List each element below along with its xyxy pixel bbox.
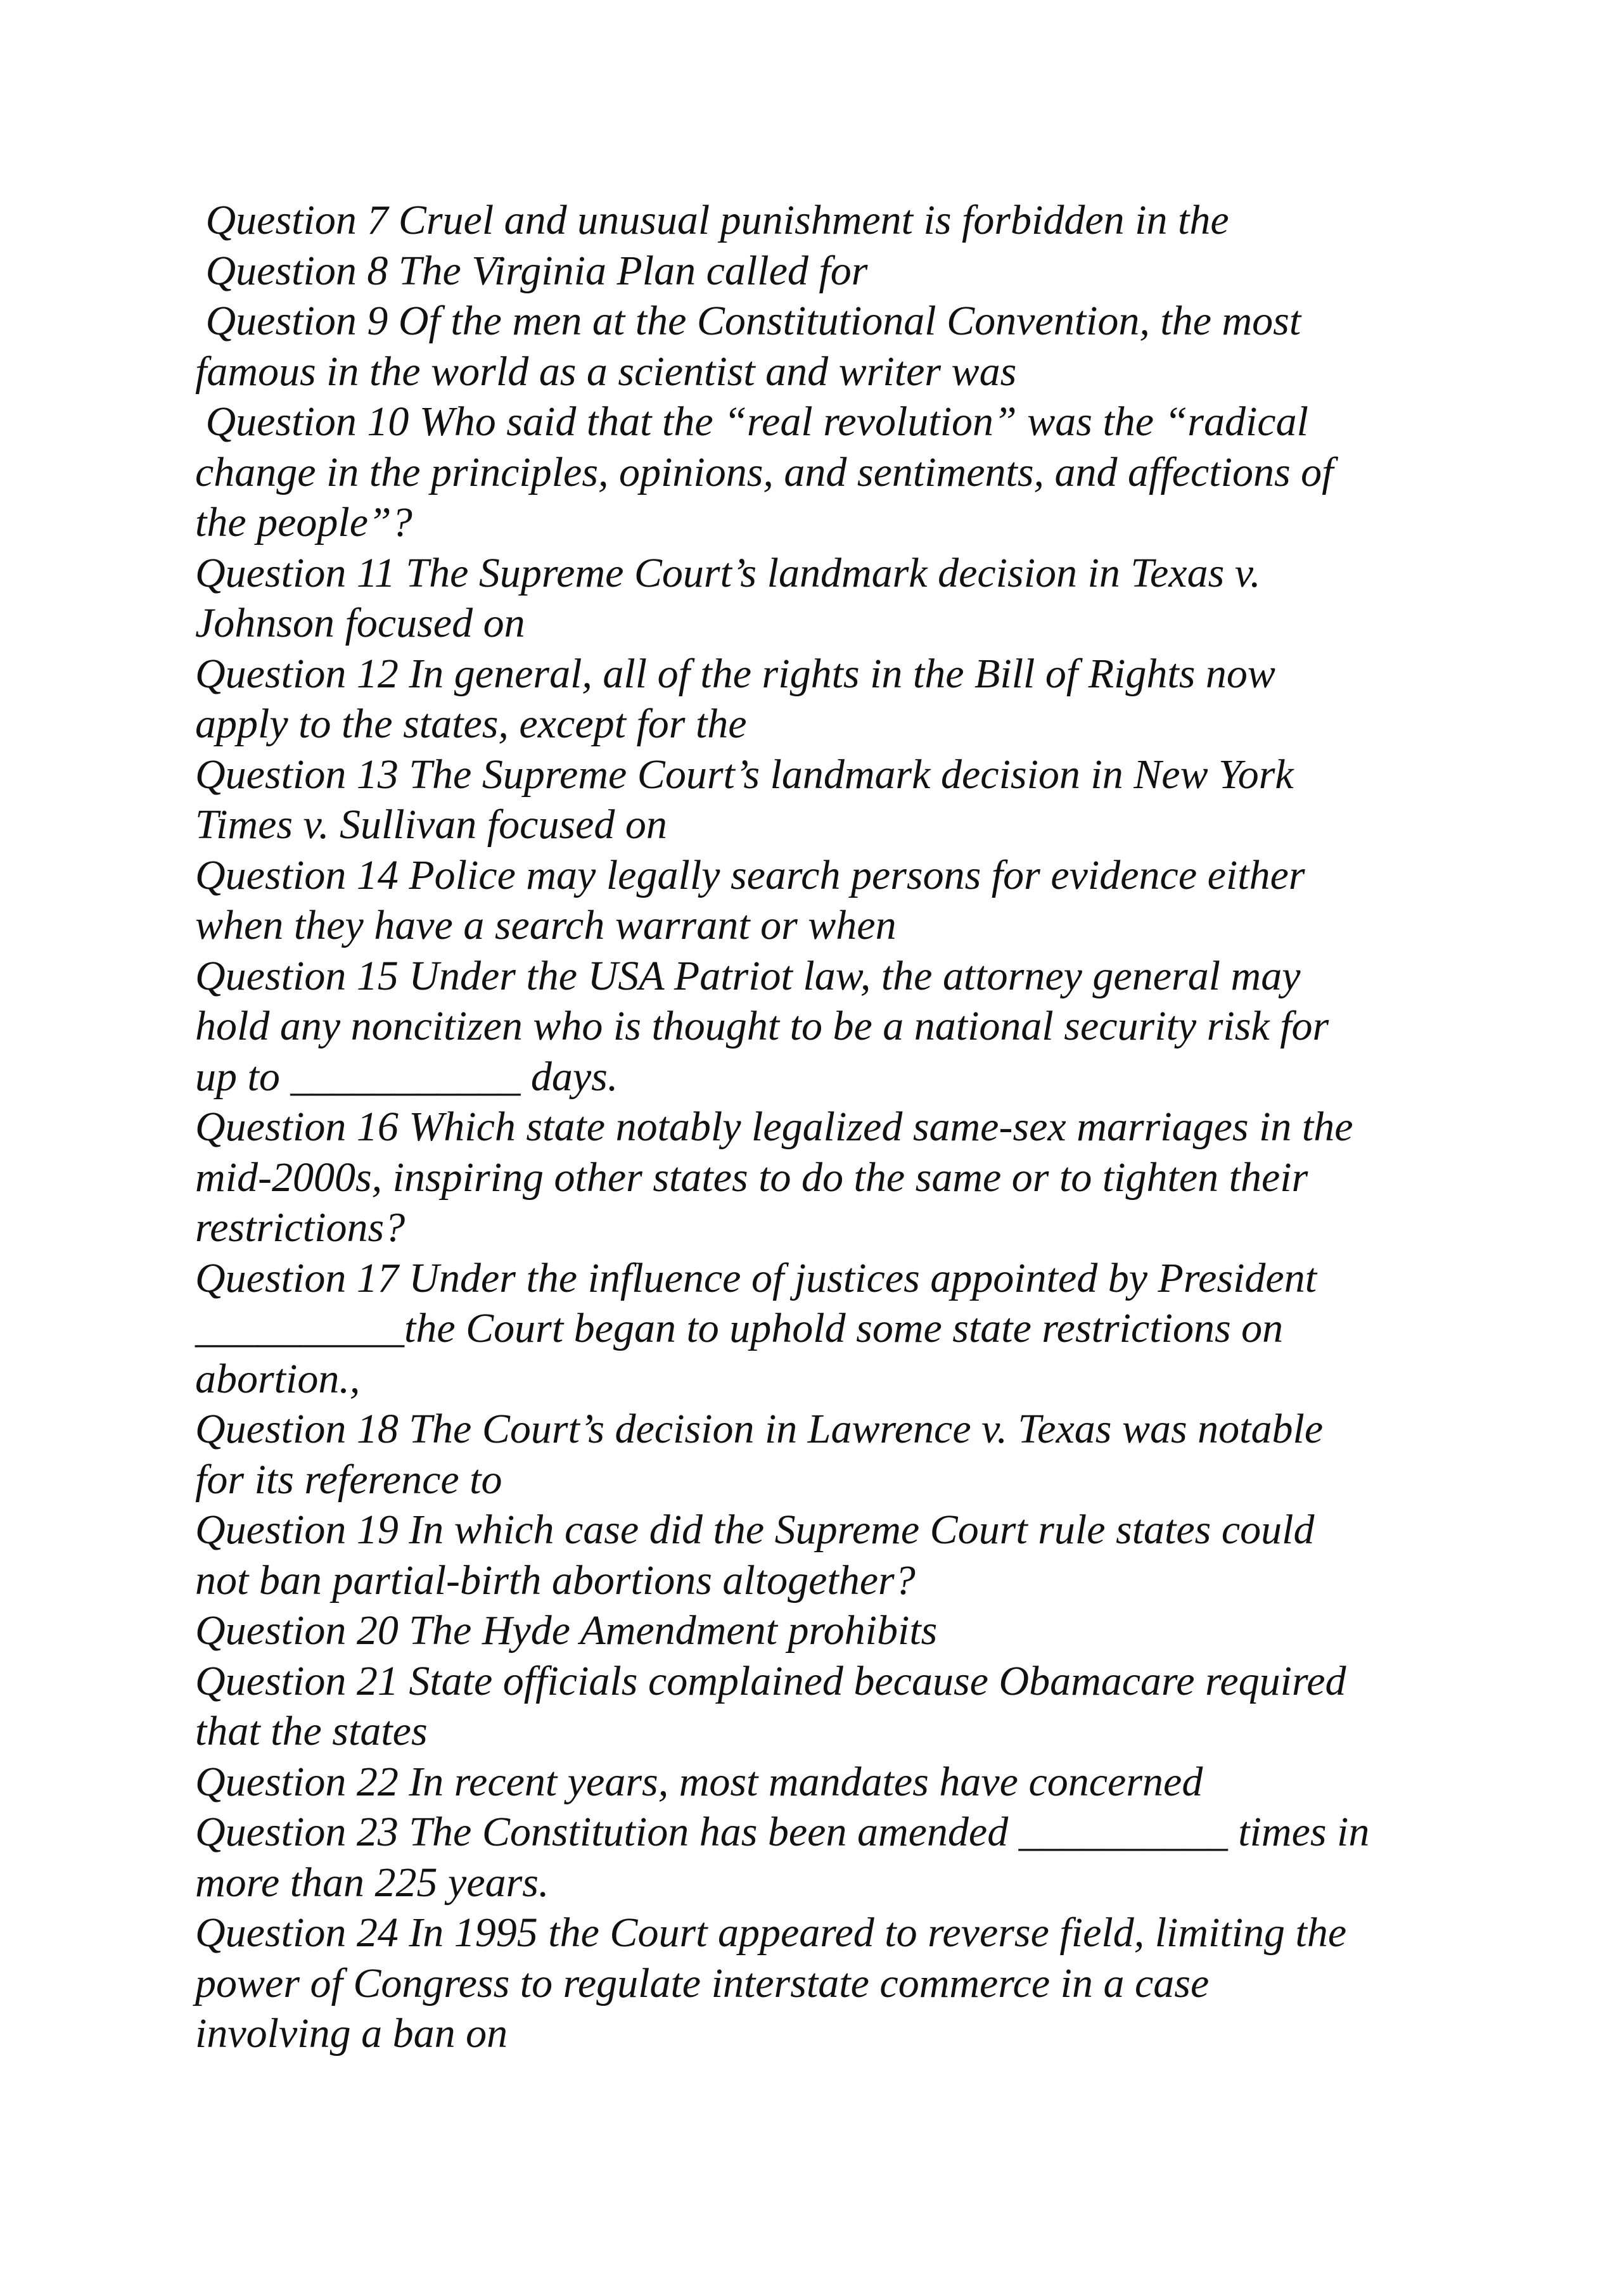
- text-line: Question 10 Who said that the “real revolution” was the “radical: [195, 399, 1308, 445]
- text-line: when they have a search warrant or when: [195, 902, 897, 948]
- text-line: not ban partial-birth abortions altogether?: [195, 1557, 916, 1604]
- text-line: up to ___________ days.: [195, 1053, 618, 1100]
- text-line: Times v. Sullivan focused on: [195, 801, 667, 848]
- text-line: Question 23 The Constitution has been amended __________ times in: [195, 1809, 1370, 1855]
- text-line: for its reference to: [195, 1456, 502, 1503]
- text-line: Question 18 The Court’s decision in Lawrence v. Texas was notable: [195, 1406, 1324, 1452]
- text-line: Question 16 Which state notably legalized same-sex marriages in the: [195, 1104, 1353, 1150]
- text-line: Question 19 In which case did the Supreme Court rule states could: [195, 1507, 1315, 1553]
- text-line: Question 14 Police may legally search persons for evidence either: [195, 851, 1305, 898]
- text-line: involving a ban on: [195, 2010, 508, 2057]
- text-line: Question 13 The Supreme Court’s landmark decision in New York: [195, 751, 1294, 798]
- text-line: Question 7 Cruel and unusual punishment is forbidden in the: [195, 197, 1229, 243]
- text-line: mid-2000s, inspiring other states to do the same or to tighten their: [195, 1154, 1308, 1201]
- text-line: Question 17 Under the influence of justices appointed by President: [195, 1254, 1317, 1301]
- text-line: Question 12 In general, all of the rights in the Bill of Rights now: [195, 650, 1275, 697]
- text-line: change in the principles, opinions, and sentiments, and affections of: [195, 449, 1334, 495]
- question-list: [195, 195, 1462, 2059]
- text-line: Question 22 In recent years, most mandates have concerned: [195, 1758, 1203, 1805]
- text-line: hold any noncitizen who is thought to be a national security risk for: [195, 1003, 1329, 1049]
- text-line: apply to the states, except for the: [195, 701, 747, 747]
- text-line: Question 9 Of the men at the Constitutional Convention, the most: [195, 298, 1301, 344]
- text-line: __________the Court began to uphold some state restrictions on: [195, 1305, 1284, 1351]
- text-line: famous in the world as a scientist and writer was: [195, 348, 1017, 395]
- text-line: power of Congress to regulate interstate commerce in a case: [195, 1960, 1210, 2006]
- text-line: abortion.,: [195, 1355, 361, 1402]
- text-line: that the states: [195, 1708, 428, 1754]
- text-line: Question 8 The Virginia Plan called for: [195, 247, 868, 294]
- text-line: Question 11 The Supreme Court’s landmark decision in Texas v.: [195, 549, 1261, 596]
- text-line: Johnson focused on: [195, 600, 525, 646]
- text-line: more than 225 years.: [195, 1859, 549, 1906]
- text-line: the people”?: [195, 499, 412, 545]
- text-line: Question 15 Under the USA Patriot law, the attorney general may: [195, 952, 1301, 999]
- text-line: Question 21 State officials complained because Obamacare required: [195, 1657, 1346, 1704]
- text-line: Question 24 In 1995 the Court appeared to reverse field, limiting the: [195, 1910, 1347, 1956]
- text-line: restrictions?: [195, 1204, 406, 1251]
- text-line: Question 20 The Hyde Amendment prohibits: [195, 1607, 938, 1654]
